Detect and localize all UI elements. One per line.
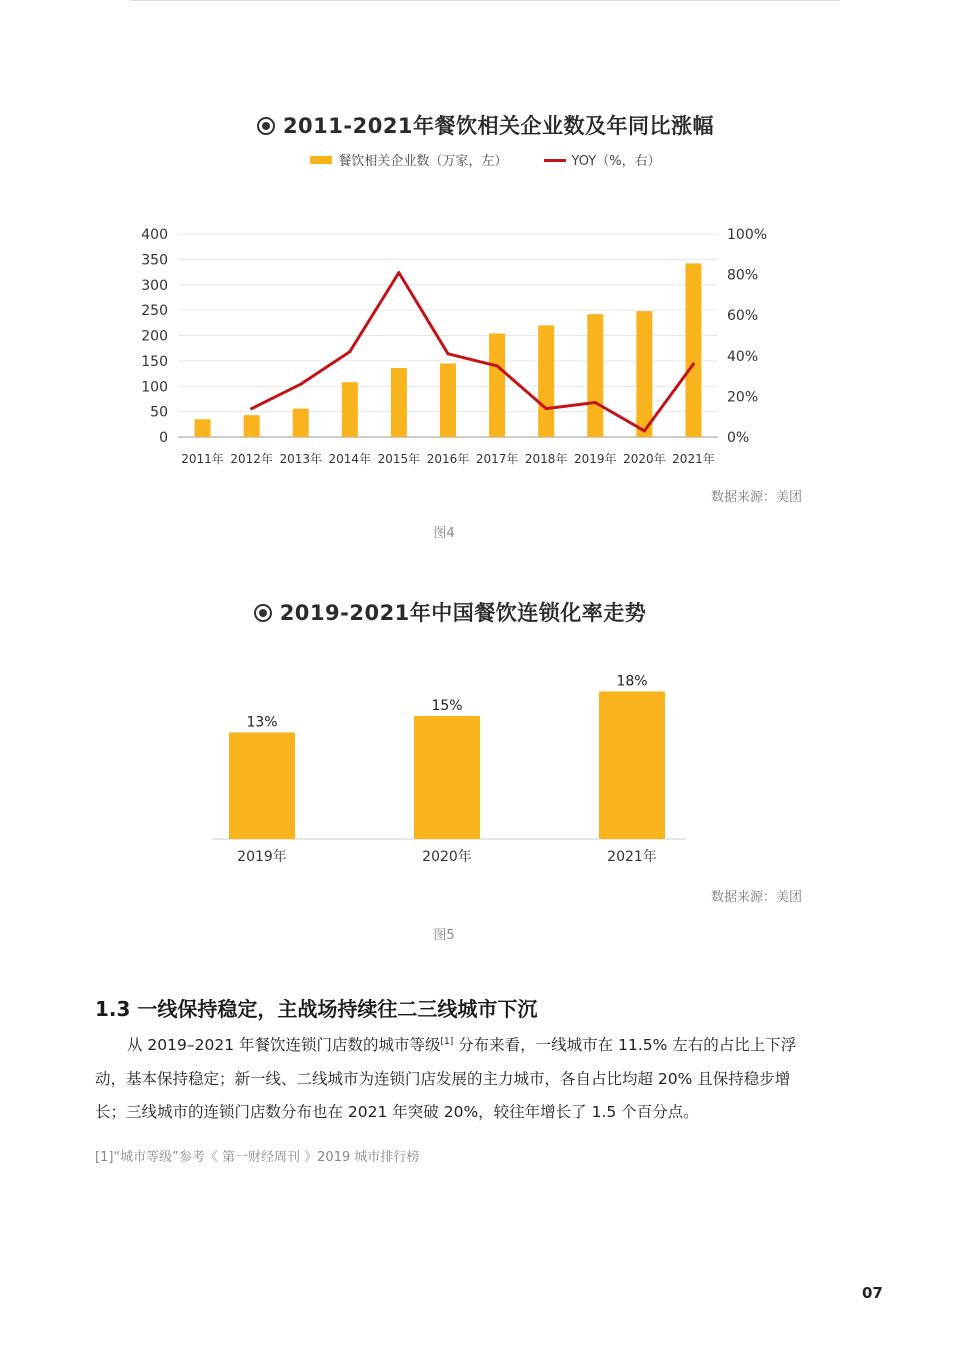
right-tick-label: 100%	[727, 227, 768, 243]
right-tick-label: 60%	[727, 308, 759, 325]
bar	[587, 314, 603, 437]
left-tick-label: 150	[141, 353, 168, 370]
x-tick-label: 2015年	[377, 452, 421, 466]
yoy-point	[348, 350, 351, 353]
right-tick-label: 40%	[727, 348, 759, 365]
x-tick-label: 2019年	[573, 452, 617, 466]
chart1-source: 数据来源：美团	[710, 490, 802, 505]
data-label: 15%	[431, 698, 463, 714]
left-tick-label: 50	[150, 404, 168, 421]
yoy-point	[643, 429, 646, 432]
bar	[229, 732, 295, 839]
chart2-title: 2019-2021年中国餐饮连锁化率走势	[0, 597, 900, 627]
x-tick-label: 2021年	[672, 452, 715, 466]
yoy-point	[594, 401, 597, 404]
data-label: 13%	[246, 714, 278, 731]
footnote-ref[interactable]: [1]	[440, 1037, 454, 1047]
bar	[538, 325, 554, 437]
legend-bars: 餐饮相关企业数（万家，左）	[310, 150, 507, 169]
bar	[244, 415, 260, 437]
chart2-caption: 图5	[433, 928, 455, 943]
x-tick-label: 2020年	[422, 849, 472, 865]
left-tick-label: 250	[141, 303, 168, 320]
bar	[195, 419, 211, 437]
right-tick-label: 0%	[727, 430, 750, 446]
bar	[489, 333, 505, 437]
chart1-caption: 图4	[433, 526, 455, 541]
chart1-svg	[0, 220, 971, 480]
chart1-title: 2011-2021年餐饮相关企业数及年同比涨幅	[0, 110, 971, 140]
body-paragraph: 从 2019–2021 年餐饮连锁门店数的城市等级[1] 分布来看，一线城市在 11.5% 左右的占比上下浮动，基本保持稳定；新一线、二线城市为连锁门店发展的主力城市，各自占比均超 20% 且保持稳步增长；三线城市的连锁门店数分布也在 2021 年突破 20%，较往年增长了 1.5 个百分点。	[95, 1036, 797, 1122]
target-bullet-icon	[254, 604, 272, 622]
target-bullet-icon	[257, 117, 275, 135]
x-tick-label: 2012年	[230, 452, 273, 466]
left-tick-label: 0	[159, 430, 168, 446]
right-tick-label: 80%	[727, 267, 759, 284]
yoy-point	[250, 407, 253, 410]
right-tick-label: 20%	[727, 389, 759, 406]
top-rule	[130, 0, 840, 1]
left-tick-label: 350	[141, 252, 168, 269]
yoy-point	[299, 383, 302, 386]
yoy-line	[252, 273, 694, 431]
left-tick-label: 300	[141, 277, 168, 294]
bar	[293, 409, 309, 437]
left-tick-label: 400	[141, 227, 168, 243]
bar-swatch-icon	[310, 156, 332, 164]
yoy-point	[447, 352, 450, 355]
chart1-legend	[0, 150, 971, 169]
yoy-point	[545, 407, 548, 410]
x-tick-label: 2013年	[279, 452, 323, 466]
left-tick-label: 100	[141, 379, 168, 396]
legend-line: YOY（%，右）	[544, 150, 661, 169]
page-number: 07	[862, 1284, 883, 1302]
x-tick-label: 2014年	[328, 452, 372, 466]
bar	[414, 716, 480, 839]
yoy-point	[397, 271, 400, 274]
x-tick-label: 2016年	[426, 452, 470, 466]
x-tick-label: 2018年	[524, 452, 568, 466]
data-label: 18%	[616, 673, 648, 690]
x-tick-label: 2019年	[237, 849, 287, 865]
x-tick-label: 2017年	[475, 452, 519, 466]
bar	[636, 311, 652, 437]
footnote: [1]“城市等级”参考《 第一财经周刊 》2019 城市排行榜	[95, 1150, 420, 1165]
x-tick-label: 2020年	[623, 452, 666, 466]
x-tick-label: 2011年	[181, 452, 224, 466]
bar	[685, 263, 701, 437]
chart2-source: 数据来源：美团	[710, 890, 802, 905]
yoy-point	[496, 364, 499, 367]
bar	[599, 691, 665, 839]
line-swatch-icon	[544, 159, 566, 162]
bar	[440, 363, 456, 437]
bar	[391, 368, 407, 437]
bar	[342, 382, 358, 437]
x-tick-label: 2021年	[607, 849, 657, 865]
section-heading: 1.3 一线保持稳定，主战场持续往二三线城市下沉	[95, 997, 538, 1021]
yoy-point	[692, 362, 695, 365]
left-tick-label: 200	[141, 328, 168, 345]
chart2-svg	[0, 645, 971, 875]
